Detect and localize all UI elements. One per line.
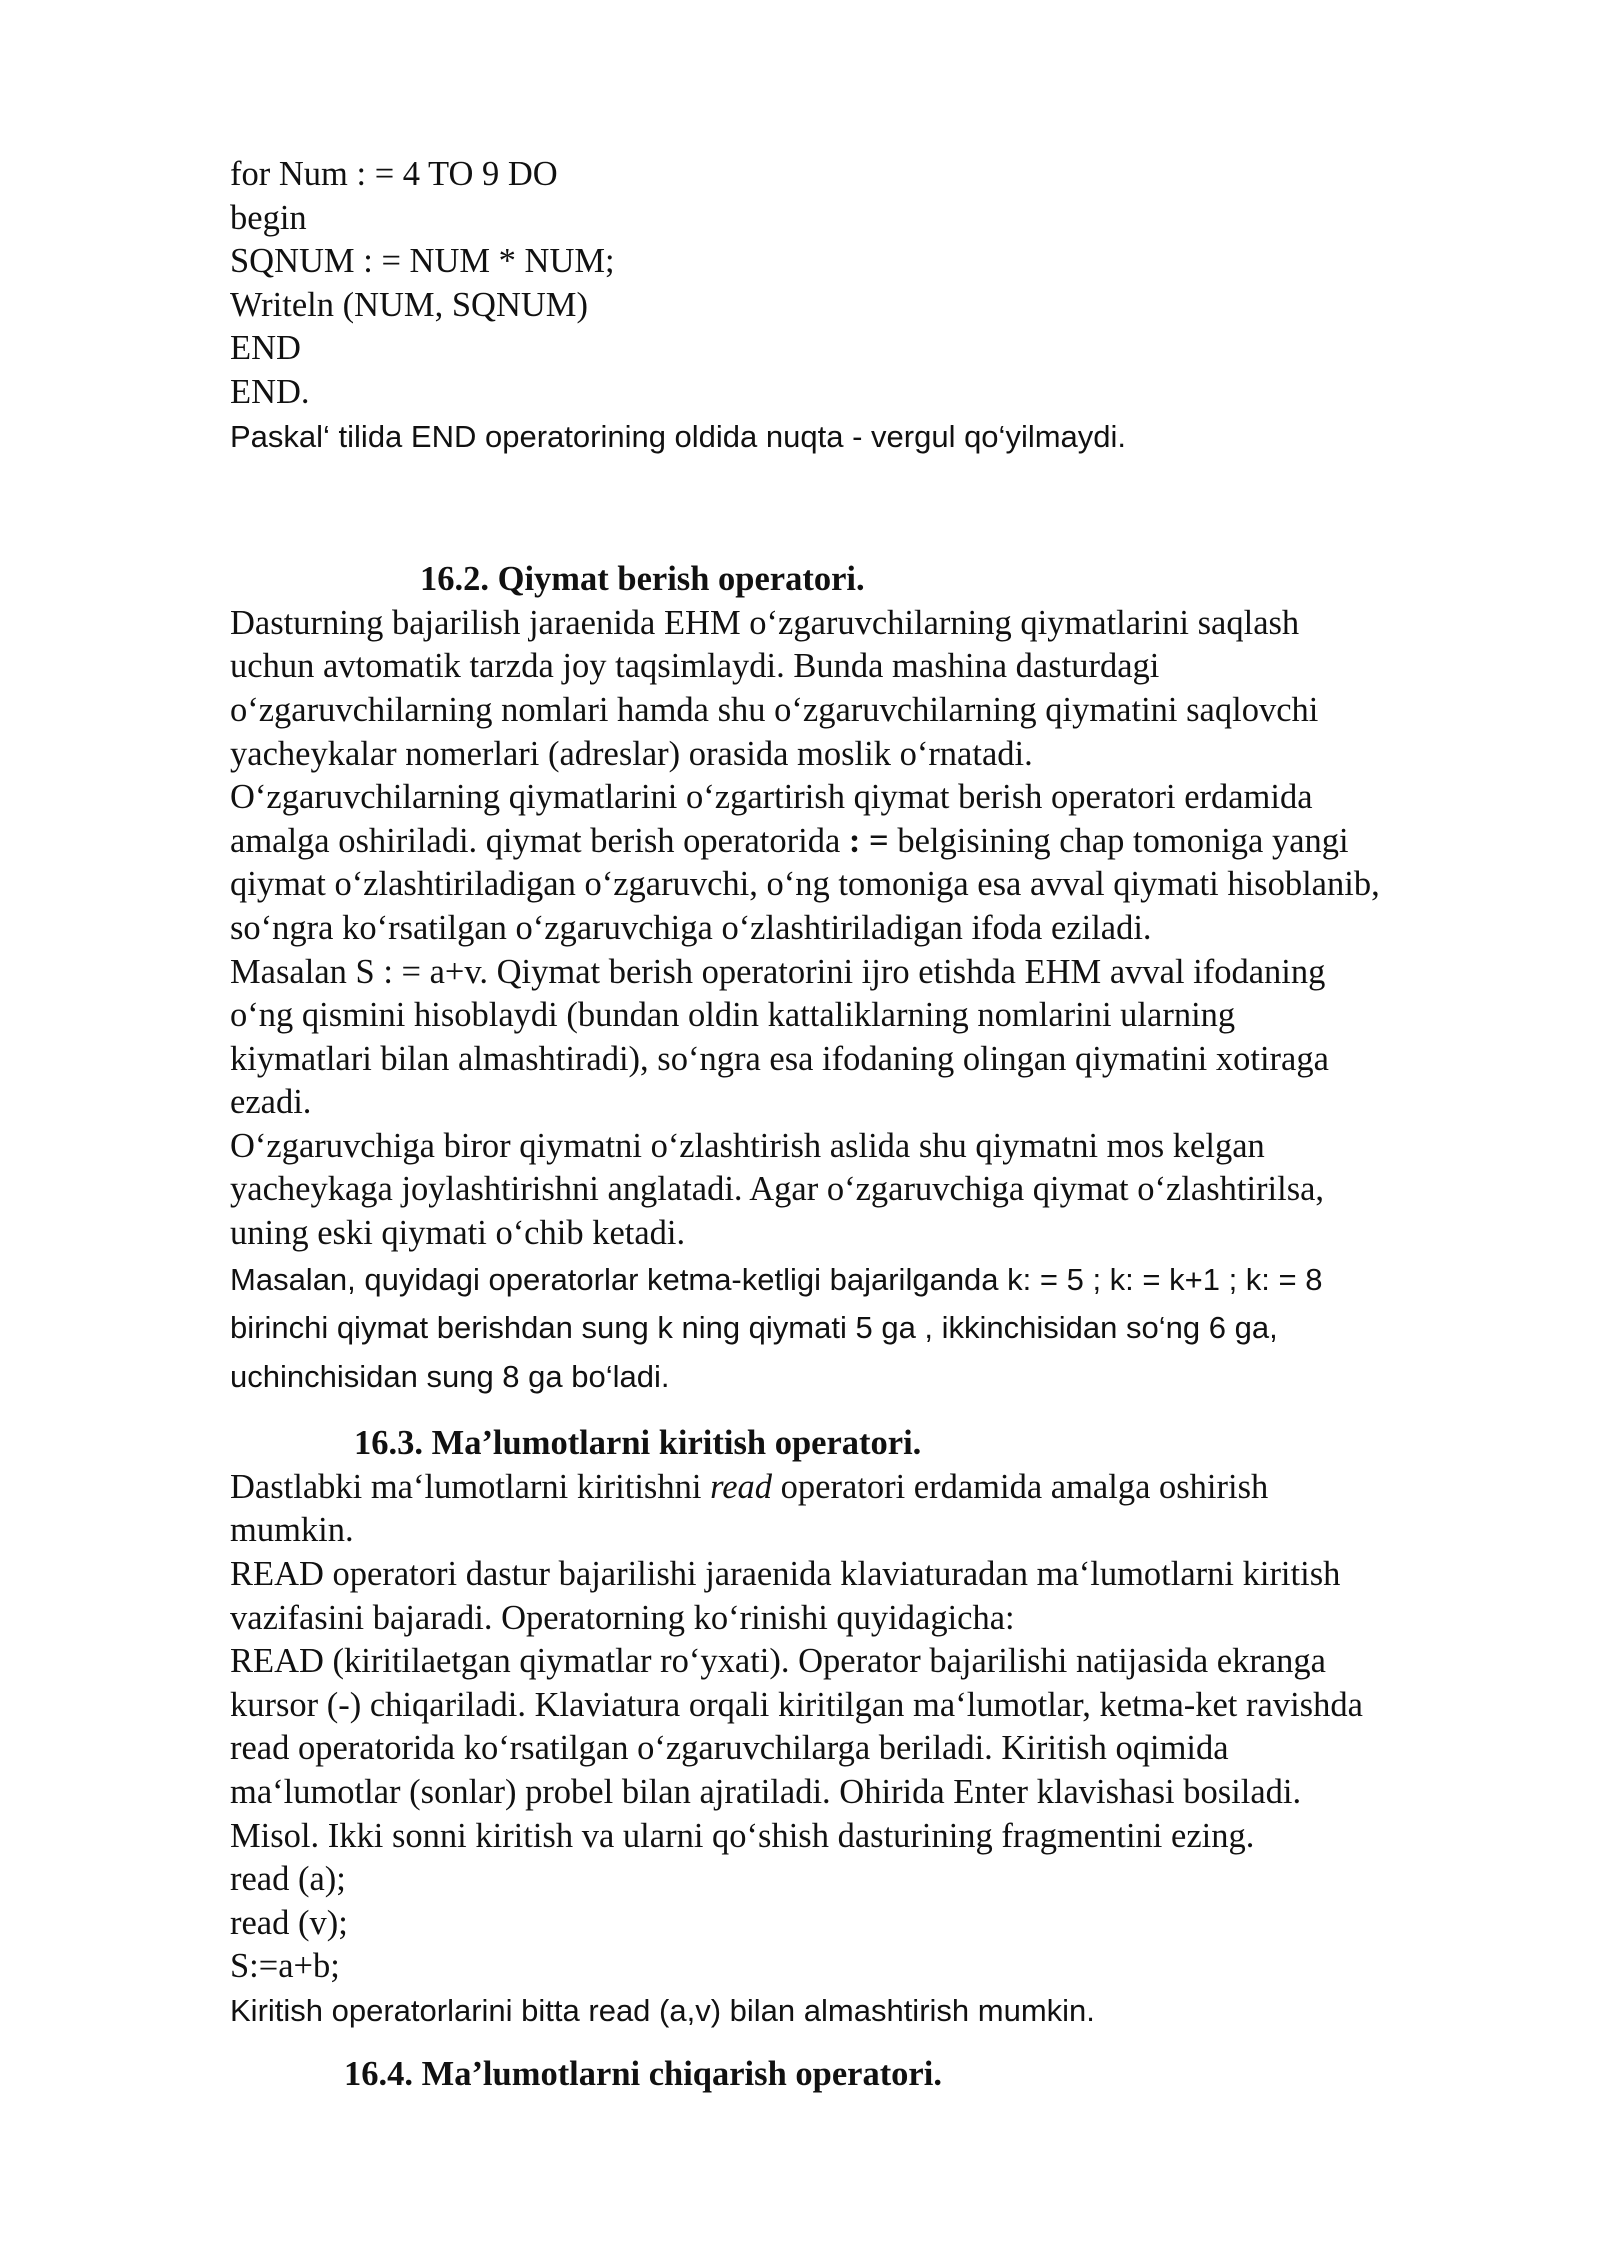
paragraph bbox=[230, 1256, 1530, 1402]
paragraph bbox=[230, 1553, 1530, 1858]
section-heading: 16.3. Ma’lumotlarni kiritish operatori. bbox=[354, 1424, 922, 1463]
text-line: o‘zgaruvchilarning nomlari hamda shu o‘zgaruvchilarning qiymatini saqlovchi bbox=[230, 690, 1319, 729]
code-line: END. bbox=[230, 372, 310, 411]
text-span: Dastlabki ma‘lumotlarni kiritishni bbox=[230, 1467, 711, 1506]
text-span: operatori erdamida amalga oshirish bbox=[772, 1467, 1269, 1506]
code-line: read (a); bbox=[230, 1860, 346, 1899]
text-line: yacheykalar nomerlari (adreslar) orasida moslik o‘rnatadi. bbox=[230, 734, 1033, 773]
text-line: O‘zgaruvchilarning qiymatlarini o‘zgartirish qiymat berish operatori erdamida bbox=[230, 778, 1313, 817]
text-line bbox=[230, 820, 1530, 864]
text-line: vazifasini bajaradi. Operatorning ko‘rinishi quyidagicha: bbox=[230, 1598, 1015, 1637]
assignment-operator: : = bbox=[848, 821, 889, 860]
text-line: kursor (-) chiqariladi. Klaviatura orqali kiritilgan ma‘lumotlar, ketma-ket ravishda bbox=[230, 1685, 1363, 1724]
text-line: o‘ng qismini hisoblaydi (bundan oldin kattaliklarning nomlarini ularning bbox=[230, 996, 1236, 1035]
text-span: amalga oshiriladi. qiymat berish operatorida bbox=[230, 821, 849, 860]
code-line: read (v); bbox=[230, 1903, 348, 1942]
text-line: Masalan S : = a+v. Qiymat berish operatorini ijro etishda EHM avval ifodaning bbox=[230, 952, 1326, 991]
paragraph bbox=[230, 1125, 1530, 1256]
paragraph bbox=[230, 602, 1530, 776]
text-line: qiymat o‘zlashtiriladigan o‘zgaruvchi, o‘ng tomoniga esa avval qiymati hisoblanib, bbox=[230, 865, 1380, 904]
text-line: uchinchisidan sung 8 ga bo‘ladi. bbox=[230, 1358, 670, 1394]
note-paragraph: Kiritish operatorlarini bitta read (a,v) bilan almashtirish mumkin. bbox=[230, 1992, 1095, 2028]
text-line: Dasturning bajarilish jaraenida EHM o‘zgaruvchilarning qiymatlarini saqlash bbox=[230, 603, 1300, 642]
text-line: so‘ngra ko‘rsatilgan o‘zgaruvchiga o‘zlashtiriladigan ifoda eziladi. bbox=[230, 908, 1152, 947]
text-line: Misol. Ikki sonni kiritish va ularni qo‘shish dasturining fragmentini ezing. bbox=[230, 1816, 1255, 1855]
paragraph bbox=[230, 951, 1530, 1125]
code-line: SQNUM : = NUM * NUM; bbox=[230, 242, 615, 281]
paragraph bbox=[230, 776, 1530, 950]
code-line: for Num : = 4 TO 9 DO bbox=[230, 155, 558, 193]
text-line: Masalan, quyidagi operatorlar ketma-ketligi bajarilganda k: = 5 ; k: = k+1 ; k: = 8 bbox=[230, 1261, 1323, 1297]
text-line: uchun avtomatik tarzda joy taqsimlaydi. Bunda mashina dasturdagi bbox=[230, 647, 1160, 686]
paragraph bbox=[230, 1466, 1530, 1553]
text-line: yacheykaga joylashtirishni anglatadi. Agar o‘zgaruvchiga qiymat o‘zlashtirilsa, bbox=[230, 1170, 1325, 1209]
code-line: END bbox=[230, 329, 301, 368]
text-line: mumkin. bbox=[230, 1511, 354, 1550]
text-line: ma‘lumotlar (sonlar) probel bilan ajratiladi. Ohirida Enter klavishasi bosiladi. bbox=[230, 1772, 1302, 1811]
code-line: S:=a+b; bbox=[230, 1947, 340, 1986]
italic-keyword: read bbox=[710, 1467, 773, 1506]
code-block bbox=[230, 153, 1530, 415]
text-line: uning eski qiymati o‘chib ketadi. bbox=[230, 1214, 686, 1253]
note-paragraph: Paskal‘ tilida END operatorining oldida nuqta - vergul qo‘yilmaydi. bbox=[230, 418, 1127, 454]
text-span: belgisining chap tomoniga yangi bbox=[888, 821, 1349, 860]
text-line: read operatorida ko‘rsatilgan o‘zgaruvchilarga beriladi. Kiritish oqimida bbox=[230, 1729, 1229, 1768]
text-line: ezadi. bbox=[230, 1083, 312, 1122]
section-heading: 16.4. Ma’lumotlarni chiqarish operatori. bbox=[344, 2055, 942, 2094]
text-line: READ (kiritilaetgan qiymatlar ro‘yxati). Operator bajarilishi natijasida ekranga bbox=[230, 1642, 1326, 1681]
section-heading: 16.2. Qiymat berish operatori. bbox=[420, 560, 865, 599]
text-line: birinchi qiymat berishdan sung k ning qiymati 5 ga , ikkinchisidan so‘ng 6 ga, bbox=[230, 1310, 1278, 1346]
code-line: Writeln (NUM, SQNUM) bbox=[230, 285, 588, 324]
text-line: O‘zgaruvchiga biror qiymatni o‘zlashtirish aslida shu qiymatni mos kelgan bbox=[230, 1126, 1265, 1165]
text-line bbox=[230, 1466, 1530, 1510]
page-content bbox=[230, 153, 1530, 2097]
text-line: READ operatori dastur bajarilishi jaraenida klaviaturadan ma‘lumotlarni kiritish bbox=[230, 1554, 1341, 1593]
code-line: begin bbox=[230, 198, 307, 237]
text-line: kiymatlari bilan almashtiradi), so‘ngra esa ifodaning olingan qiymatini xotiraga bbox=[230, 1039, 1329, 1078]
code-block bbox=[230, 1858, 1530, 1989]
